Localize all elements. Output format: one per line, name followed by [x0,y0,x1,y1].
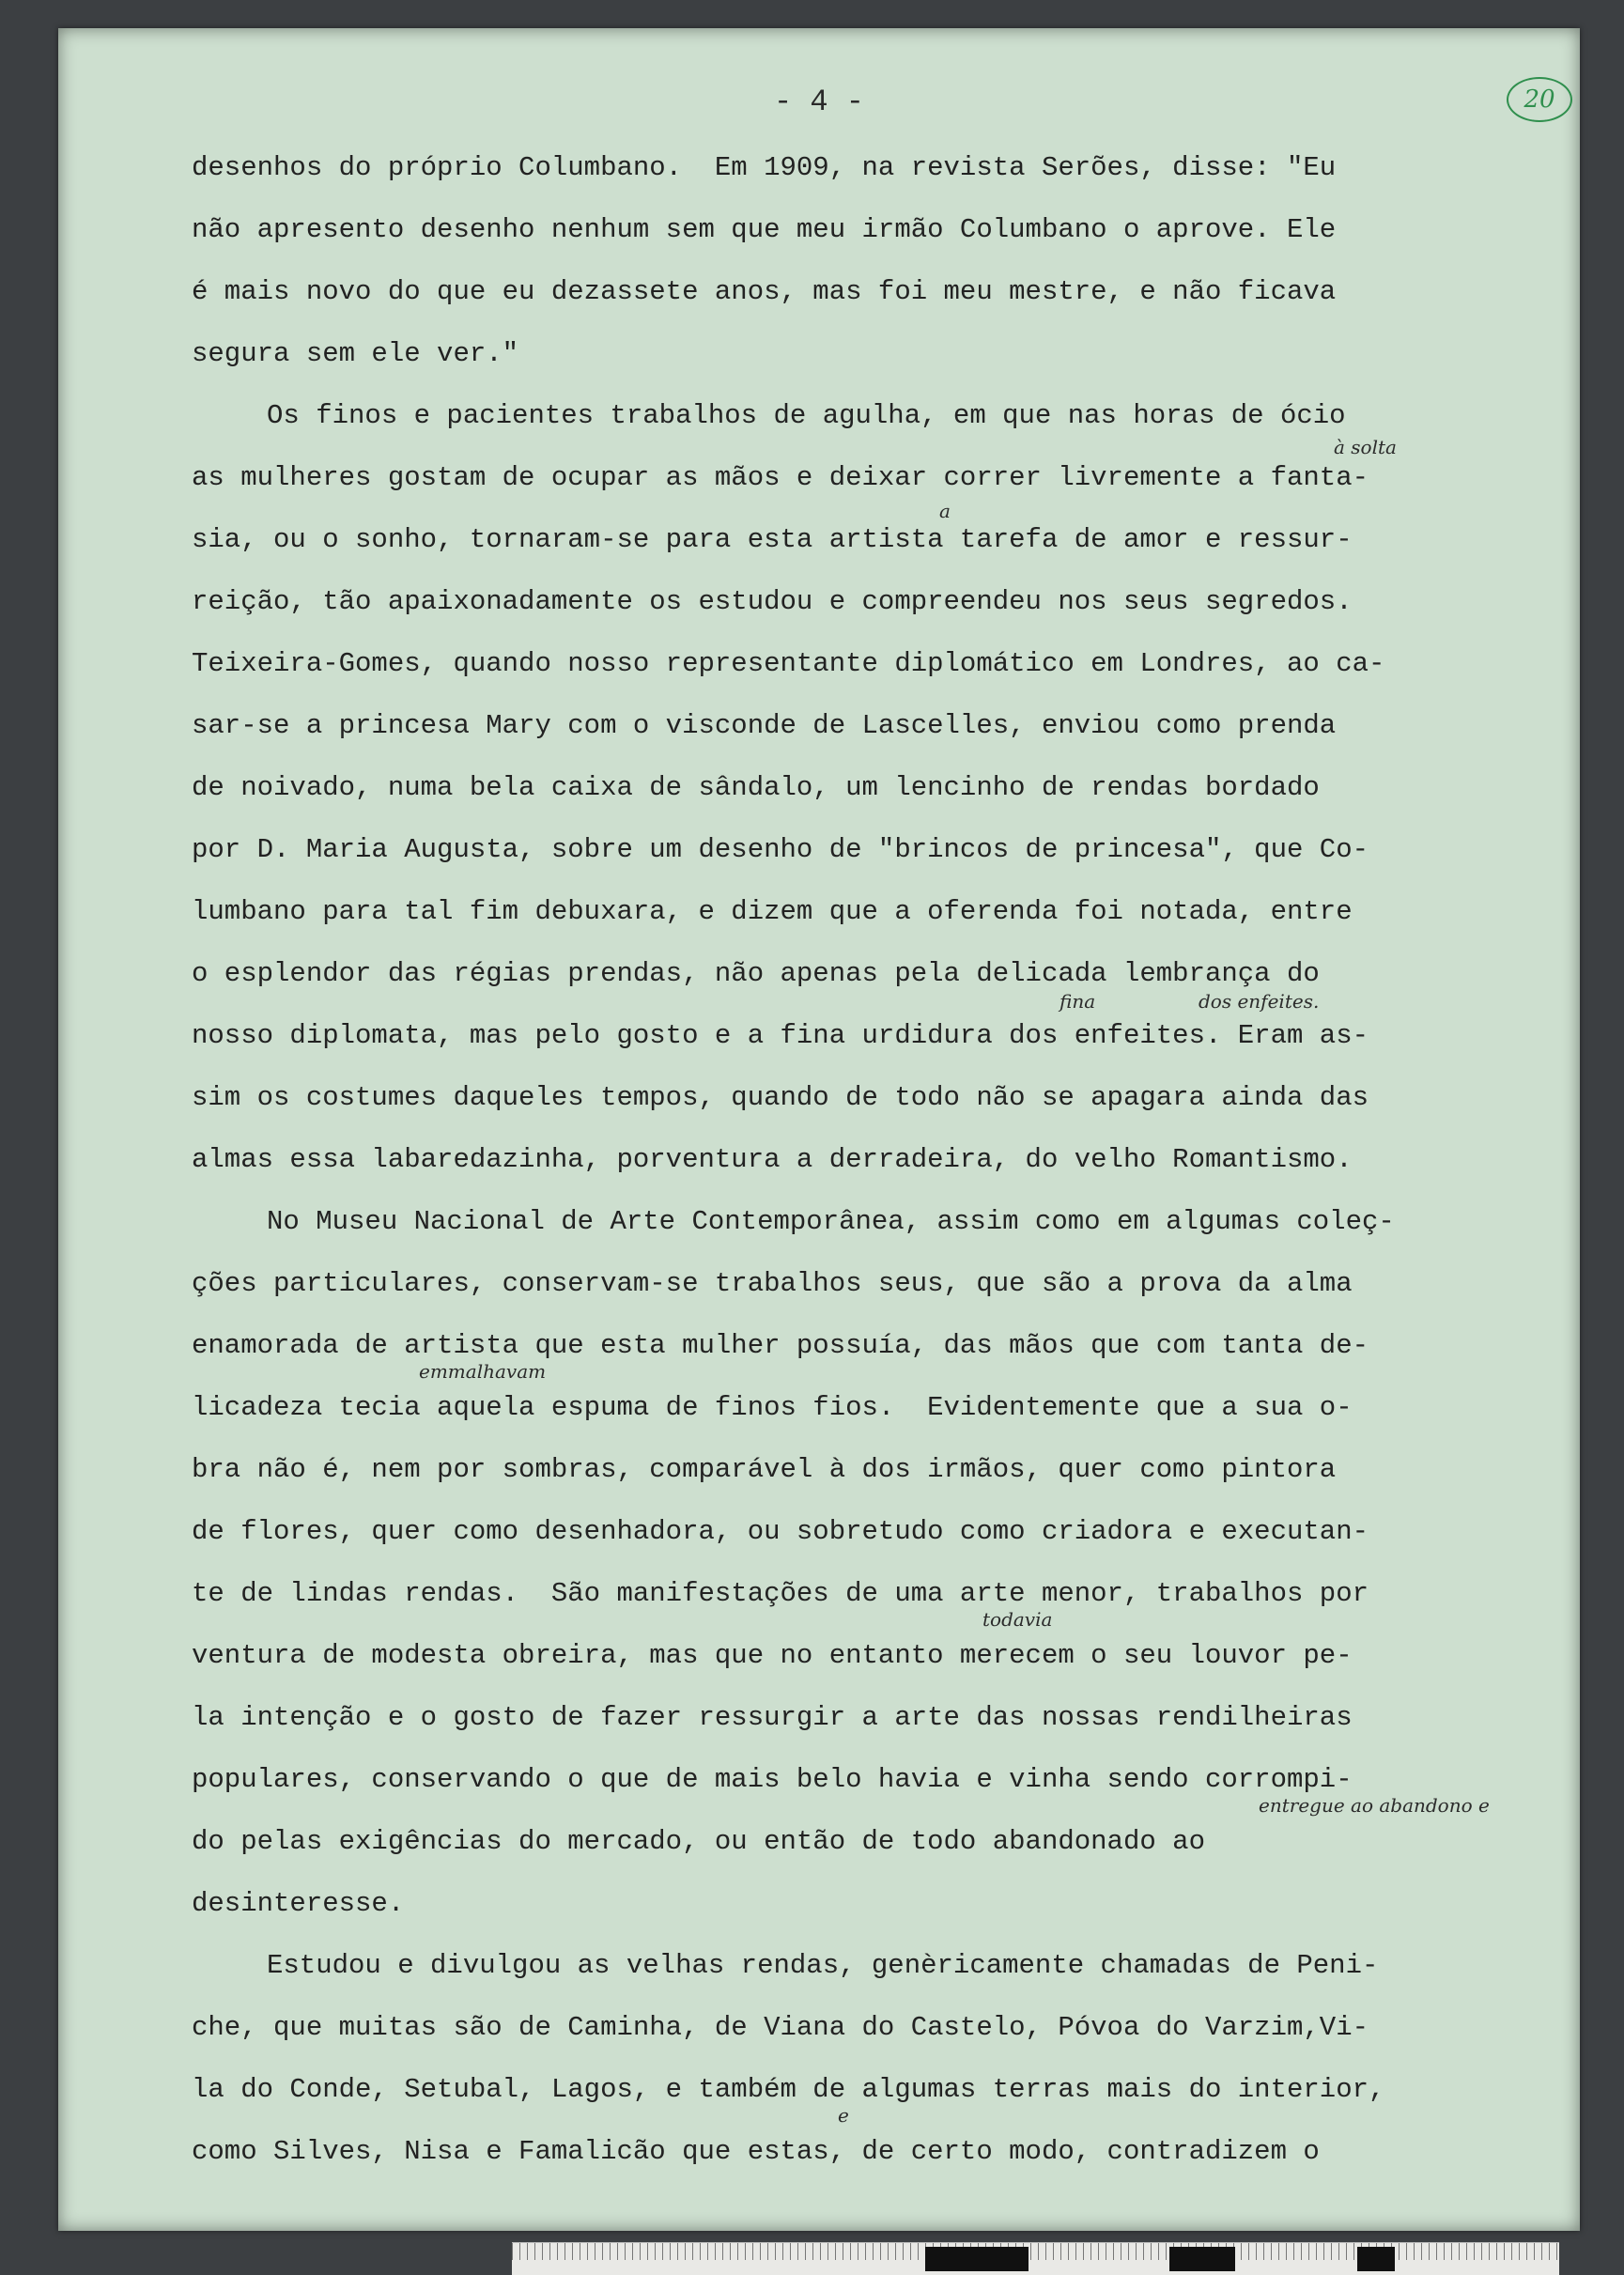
handwritten-annotation: emmalhavam [419,1360,547,1383]
page-number: - 4 - [773,85,864,119]
handwritten-annotation: dos enfeites. [1199,990,1320,1013]
text-line: não apresento desenho nenhum sem que meu irmão Columbano o aprove. Ele [192,214,1337,245]
text-line: ventura de modesta obreira, mas que no entanto merecem o seu louvor pe- [192,1640,1353,1671]
text-line: lumbano para tal fim debuxara, e dizem que a oferenda foi notada, entre [192,896,1353,927]
text-line: desinteresse. [192,1888,405,1919]
ruler-ticks [512,2243,1559,2260]
text-line: como Silves, Nisa e Famalicão que estas, de certo modo, contradizem o [192,2136,1320,2167]
text-line: de flores, quer como desenhadora, ou sobretudo como criadora e executan- [192,1516,1369,1547]
text-line: as mulheres gostam de ocupar as mãos e deixar correr livremente a fanta- [192,462,1369,493]
handwritten-annotation: entregue ao abandono e [1259,1794,1490,1817]
text-line: Os finos e pacientes trabalhos de agulha, em que nas horas de ócio [267,400,1346,431]
text-line: é mais novo do que eu dezassete anos, mas foi meu mestre, e não ficava [192,276,1337,307]
text-line: por D. Maria Augusta, sobre um desenho de "brincos de princesa", que Co- [192,834,1369,865]
text-line: populares, conservando o que de mais belo havia e vinha sendo corrompi- [192,1764,1353,1795]
text-line: segura sem ele ver." [192,338,519,369]
handwritten-annotation: e [838,2104,849,2127]
text-line: Teixeira-Gomes, quando nosso representante diplomático em Londres, ao ca- [192,648,1385,679]
text-line: te de lindas rendas. São manifestações de uma arte menor, trabalhos por [192,1578,1369,1609]
text-line: licadeza tecia aquela espuma de finos fios. Evidentemente que a sua o- [192,1392,1353,1423]
text-line: do pelas exigências do mercado, ou então de todo abandonado ao [192,1826,1205,1857]
text-line: sar-se a princesa Mary com o visconde de Lascelles, enviou como prenda [192,710,1337,741]
text-line: Estudou e divulgou as velhas rendas, genèricamente chamadas de Peni- [267,1950,1379,1981]
text-line: de noivado, numa bela caixa de sândalo, um lencinho de rendas bordado [192,772,1320,803]
handwritten-annotation: a [939,500,951,522]
text-line: desenhos do próprio Columbano. Em 1909, na revista Serões, disse: "Eu [192,152,1337,183]
text-line: che, que muitas são de Caminha, de Viana do Castelo, Póvoa do Varzim,Vi- [192,2012,1369,2043]
scale-ruler [512,2242,1559,2275]
handwritten-annotation: à solta [1334,436,1397,458]
handwritten-annotation: todavia [982,1608,1053,1631]
text-line: o esplendor das régias prendas, não apenas pela delicada lembrança do [192,958,1320,989]
text-line: ções particulares, conservam-se trabalhos seus, que são a prova da alma [192,1268,1353,1299]
text-line: nosso diplomata, mas pelo gosto e a fina urdidura dos enfeites. Eram as- [192,1020,1369,1051]
text-line: almas essa labaredazinha, porventura a derradeira, do velho Romantismo. [192,1144,1353,1175]
text-line: No Museu Nacional de Arte Contemporânea, assim como em algumas coleç- [267,1206,1395,1237]
text-line: la intenção e o gosto de fazer ressurgir a arte das nossas rendilheiras [192,1702,1353,1733]
ruler-black-block [1357,2247,1395,2271]
text-line: reição, tão apaixonadamente os estudou e compreendeu nos seus segredos. [192,586,1353,617]
ruler-black-block [1169,2247,1235,2271]
handwritten-annotation: fina [1059,990,1096,1013]
text-line: sia, ou o sonho, tornaram-se para esta artista tarefa de amor e ressur- [192,524,1353,555]
body-text [192,137,1610,2183]
text-line: bra não é, nem por sombras, comparável à dos irmãos, quer como pintora [192,1454,1337,1485]
text-line: enamorada de artista que esta mulher possuía, das mãos que com tanta de- [192,1330,1369,1361]
text-line: la do Conde, Setubal, Lagos, e também de algumas terras mais do interior, [192,2074,1385,2105]
folio-number-circled: 20 [1507,77,1572,122]
text-line: sim os costumes daqueles tempos, quando de todo não se apagara ainda das [192,1082,1369,1113]
ruler-black-block [925,2247,1029,2271]
